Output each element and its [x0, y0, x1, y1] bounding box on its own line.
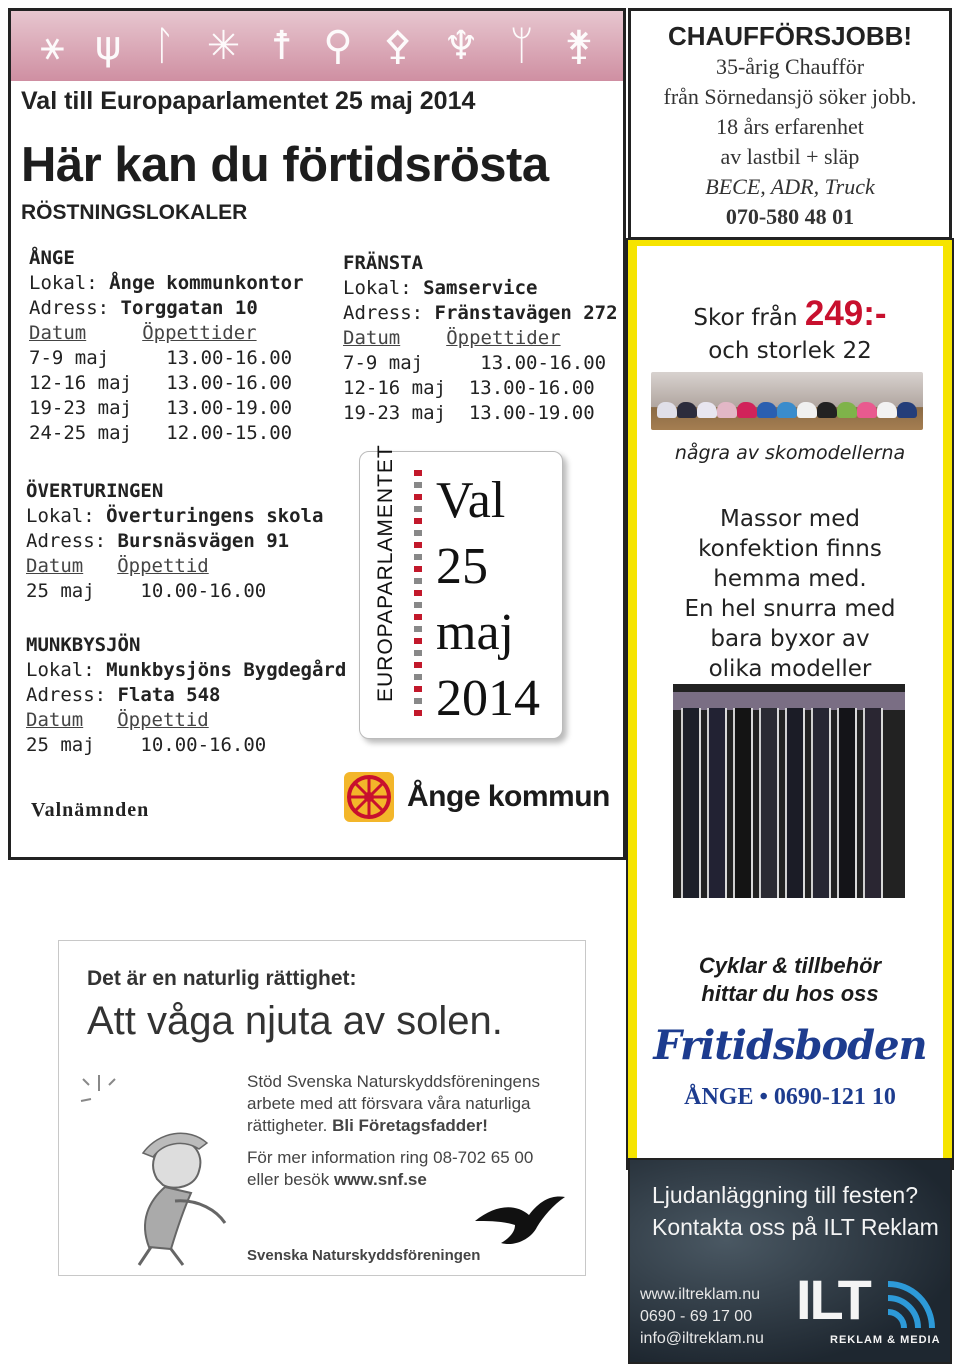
ad-text-line: olika modeller [708, 656, 872, 682]
oppettider-label: Öppettider [142, 322, 257, 344]
ange-kommun-logo [343, 771, 610, 823]
fritidsboden-ad [628, 240, 952, 1168]
val-line: 25 [436, 538, 488, 595]
ad-text-line: hemma med. [713, 566, 867, 592]
datum-label: Datum [29, 322, 87, 344]
snf-headline: Att våga njuta av solen. [87, 999, 503, 1043]
chauffor-line: 18 års erfarenhet [716, 114, 864, 139]
page-subtitle: RÖSTNINGSLOKALER [21, 201, 248, 224]
snf-body-line: Stöd Svenska Naturskyddsföreningens [247, 1072, 540, 1091]
val-line: Val [436, 472, 506, 529]
lokal-value: Överturingens skola [106, 505, 324, 527]
schedule-row: 12-16 maj 13.00-16.00 [343, 377, 595, 399]
ad-text-line: Massor med [720, 506, 860, 532]
pants-rack-photo [673, 684, 905, 898]
price-prefix: Skor från [693, 305, 798, 331]
lokal-label: Lokal: [26, 659, 95, 681]
location-name: MUNKBYSJÖN [26, 634, 141, 656]
adress-value: Flata 548 [117, 684, 221, 706]
glyph-icon: ✳ [206, 23, 241, 69]
location-block [343, 251, 618, 426]
bike-line: Cyklar & tillbehör [698, 953, 882, 978]
price-value: 249:- [804, 294, 887, 333]
snf-info-line: eller besök [247, 1170, 334, 1189]
chauffor-line: från Sörnedansjö söker jobb. [663, 84, 917, 109]
chauffor-phone: 070-580 48 01 [725, 204, 855, 229]
shoe-caption: några av skomodellerna [674, 442, 906, 464]
oppettider-label: Öppettider [446, 327, 561, 349]
lokal-value: Ånge kommunkontor [109, 272, 304, 294]
adress-label: Adress: [26, 684, 107, 706]
location-block [26, 633, 346, 758]
ilt-email: info@iltreklam.nu [640, 1330, 764, 1347]
schedule-row: 19-23 maj 13.00-19.00 [343, 402, 595, 424]
snf-org-name: Svenska Naturskyddsföreningen [247, 1247, 481, 1264]
snf-info [247, 1147, 533, 1191]
oppettider-label: Öppettid [117, 709, 209, 731]
schedule-row: 7-9 maj 13.00-16.00 [29, 347, 293, 369]
ilt-contact [640, 1284, 764, 1350]
datum-label: Datum [26, 709, 84, 731]
fritidsboden-contact: ÅNGE • 0690-121 10 [684, 1084, 896, 1110]
glyph-icon: ♆ [443, 23, 479, 69]
ilt-website: www.iltreklam.nu [640, 1286, 761, 1303]
lokal-value: Munkbysjöns Bygdegård [106, 659, 347, 681]
fritidsboden-logo: Fritidsboden [653, 1022, 927, 1069]
schedule-row: 25 maj 10.00-16.00 [26, 734, 267, 756]
glyph-icon: ψ [94, 23, 122, 69]
adress-label: Adress: [29, 297, 110, 319]
datum-label: Datum [26, 555, 84, 577]
shoes-photo [651, 372, 923, 430]
ad-text-line: konfektion finns [698, 536, 882, 562]
price-line [637, 294, 943, 334]
snf-body-line: arbete med att försvara våra naturliga [247, 1094, 531, 1113]
lokal-label: Lokal: [343, 277, 412, 299]
glyph-icon: ᛘ [509, 23, 534, 69]
location-name: FRÄNSTA [343, 252, 424, 274]
lokal-label: Lokal: [26, 505, 95, 527]
adress-value: Bursnäsvägen 91 [117, 530, 290, 552]
page-title: Här kan du förtidsrösta [21, 138, 549, 192]
val-line: maj [436, 604, 514, 661]
location-name: ÅNGE [29, 247, 75, 269]
sunbather-illustration [79, 1061, 249, 1271]
adress-label: Adress: [343, 302, 424, 324]
snf-body [247, 1071, 540, 1137]
valnamnden-signature: Valnämnden [31, 799, 150, 821]
chauffor-ad [628, 8, 952, 240]
schedule-row: 12-16 maj 13.00-16.00 [29, 372, 293, 394]
glyph-icon: ⚵ [564, 23, 594, 69]
glyph-icon: ⚲ [323, 23, 353, 69]
lokal-label: Lokal: [29, 272, 98, 294]
glyph-icon: ᛚ [151, 23, 176, 69]
glyph-icon: ⚹ [40, 23, 65, 69]
location-block [26, 479, 323, 604]
adress-value: Torggatan 10 [120, 297, 258, 319]
schedule-row: 24-25 maj 12.00-15.00 [29, 422, 293, 444]
bike-text [637, 952, 943, 1008]
chauffor-licenses: BECE, ADR, Truck [705, 174, 875, 199]
adress-label: Adress: [26, 530, 107, 552]
ad-text-line: En hel snurra med [684, 596, 896, 622]
ilt-logo-sub: REKLAM & MEDIA [830, 1334, 941, 1346]
adress-value: Fränstavägen 272 [434, 302, 618, 324]
snf-cta: Bli Företagsfadder! [332, 1116, 488, 1135]
snf-line1: Det är en naturlig rättighet: [87, 967, 357, 990]
location-block [29, 246, 304, 446]
snf-website: www.snf.se [333, 1170, 427, 1189]
size-line: och storlek 22 [708, 338, 872, 364]
location-name: ÖVERTURINGEN [26, 480, 164, 502]
ilt-line2: Kontakta oss på ILT Reklam [652, 1214, 939, 1240]
chauffor-title: CHAUFFÖRSJOBB! [667, 21, 913, 51]
glyph-icon: ⚴ [383, 23, 413, 69]
glyph-icon: ☨ [270, 23, 293, 69]
election-notice [8, 8, 626, 860]
dotted-divider [414, 470, 422, 722]
bike-line: hittar du hos oss [701, 981, 879, 1006]
wifi-signal-icon [882, 1272, 942, 1332]
lokal-value: Samservice [423, 277, 538, 299]
snf-info-line: För mer information ring 08-702 65 00 [247, 1148, 534, 1167]
snf-bird-logo [471, 1191, 567, 1251]
kommun-name: Ånge kommun [407, 780, 610, 813]
ilt-logo: ILT [796, 1268, 870, 1331]
schedule-row: 19-23 maj 13.00-19.00 [29, 397, 293, 419]
datum-label: Datum [343, 327, 401, 349]
snf-ad [58, 940, 586, 1276]
europaparlamentet-label: EUROPAPARLAMENTET [374, 444, 397, 702]
snf-body-line: rättigheter. [247, 1116, 333, 1135]
val-line: 2014 [436, 670, 540, 727]
ad-text-line: bara byxor av [710, 626, 870, 652]
chauffor-line: av lastbil + släp [720, 144, 860, 169]
schedule-row: 7-9 maj 13.00-16.00 [343, 352, 607, 374]
ilt-phone: 0690 - 69 17 00 [640, 1308, 753, 1325]
decorative-glyph-banner [11, 11, 623, 81]
oppettider-label: Öppettid [117, 555, 209, 577]
election-date-graphic [359, 444, 563, 739]
ilt-line1: Ljudanläggning till festen? [652, 1182, 918, 1208]
ilt-reklam-ad [628, 1158, 952, 1364]
konfektion-text [637, 504, 943, 684]
election-headline: Val till Europaparlamentet 25 maj 2014 [21, 87, 476, 115]
wheel-emblem-icon [343, 771, 395, 823]
schedule-row: 25 maj 10.00-16.00 [26, 580, 267, 602]
chauffor-line: 35-årig Chaufför [715, 54, 865, 79]
